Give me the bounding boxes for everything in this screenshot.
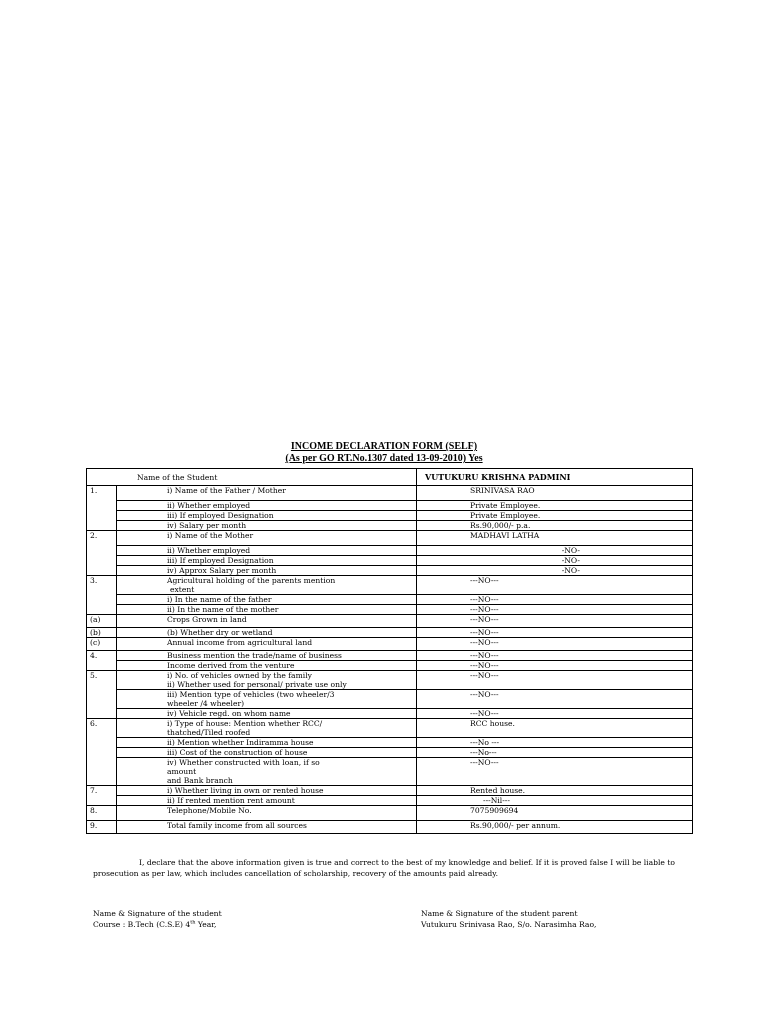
row-label-line: ii) Whether used for personal/ private use only (167, 680, 347, 689)
row-label-line: extent (170, 585, 195, 594)
row-label: ii) Whether employed (117, 501, 417, 511)
row-label: Crops Grown in land (117, 615, 417, 628)
declaration-table (86, 468, 693, 834)
row-label: ii) Whether employed (117, 546, 417, 556)
row-label-line: iii) Mention type of vehicles (two wheeler/3 (167, 690, 335, 699)
row-value: ---No --- (417, 738, 693, 748)
row-value: SRINIVASA RAO (417, 486, 693, 501)
row-number: (b) (87, 628, 117, 638)
form-title: INCOME DECLARATION FORM (SELF) (290, 441, 478, 452)
row-label: iii) If employed Designation (117, 511, 417, 521)
row-value: Rented house. (417, 786, 693, 796)
row-label: Annual income from agricultural land (117, 638, 417, 651)
table-row (87, 796, 693, 806)
row-value: ---NO--- (417, 690, 693, 709)
row-value: ---NO--- (417, 595, 693, 605)
row-label: (b) Whether dry or wetland (117, 628, 417, 638)
table-row (87, 786, 693, 796)
row-label-line: amount (167, 767, 197, 776)
row-label: ii) Mention whether Indiramma house (117, 738, 417, 748)
table-row (87, 501, 693, 511)
row-label: Telephone/Mobile No. (117, 806, 417, 821)
table-row (87, 738, 693, 748)
table-row (87, 651, 693, 661)
row-label-line: Agricultural holding of the parents mention (167, 576, 336, 585)
table-row (87, 748, 693, 758)
row-label: iv) Vehicle regd. on whom name (117, 709, 417, 719)
row-number: 8. (87, 806, 117, 821)
table-row (87, 719, 693, 738)
row-value: ---NO--- (417, 615, 693, 628)
row-label: i) Name of the Mother (117, 531, 417, 546)
row-value: Rs.90,000/- p.a. (417, 521, 693, 531)
row-value: ---NO--- (417, 661, 693, 671)
parent-signature-block (421, 908, 596, 930)
table-row (87, 511, 693, 521)
row-number: 7. (87, 786, 117, 806)
row-value: 7075909694 (417, 806, 693, 821)
row-value: -NO- (417, 566, 693, 576)
declaration-text: I, declare that the above information given is true and correct to the best of my knowledge and belief. If it is proved false I will be liable to prosecution as per law, which includes cancellation of scholarship, recovery of the amounts paid already. (93, 858, 675, 878)
row-value: ---NO--- (417, 651, 693, 661)
row-label: Business mention the trade/name of business (117, 651, 417, 661)
row-label: iii) If employed Designation (117, 556, 417, 566)
row-number: (a) (87, 615, 117, 628)
table-row (87, 531, 693, 546)
row-label: iv) Salary per month (117, 521, 417, 531)
table-row (87, 806, 693, 821)
table-row (87, 556, 693, 566)
table-row (87, 709, 693, 719)
row-value: ---NO--- (417, 628, 693, 638)
table-row (87, 576, 693, 595)
table-row (87, 486, 693, 501)
row-value: -NO- (417, 546, 693, 556)
row-label-line: i) Type of house: Mention whether RCC/ (167, 719, 323, 728)
row-number: 6. (87, 719, 117, 786)
form-subtitle: (As per GO RT.No.1307 dated 13-09-2010) Yes (285, 453, 483, 464)
table-row (87, 615, 693, 628)
row-value: ---NO--- (417, 638, 693, 651)
table-row (87, 758, 693, 786)
row-number: 3. (87, 576, 117, 615)
table-row (87, 595, 693, 605)
table-row (87, 521, 693, 531)
row-label: Income derived from the venture (117, 661, 417, 671)
student-name-label: Name of the Student (87, 469, 417, 486)
student-course: Course : B.Tech (C.S.E) 4th Year, (93, 919, 217, 929)
row-label: iii) Cost of the construction of house (117, 748, 417, 758)
row-value: Private Employee. (417, 511, 693, 521)
row-number: (c) (87, 638, 117, 651)
row-label (117, 758, 417, 786)
student-signature-block (93, 908, 222, 930)
table-row-student-name (87, 469, 693, 486)
parent-name: Vutukuru Srinivasa Rao, S/o. Narasimha Rao, (421, 920, 597, 929)
row-value: Rs.90,000/- per annum. (417, 821, 693, 834)
row-label (117, 690, 417, 709)
table-row (87, 821, 693, 834)
row-value: -NO- (417, 556, 693, 566)
table-row (87, 566, 693, 576)
row-label (117, 719, 417, 738)
row-number: 2. (87, 531, 117, 576)
row-label-line: wheeler /4 wheeler) (167, 699, 245, 708)
row-label: ii) In the name of the mother (117, 605, 417, 615)
table-row (87, 661, 693, 671)
row-label-line: thatched/Tiled roofed (167, 728, 251, 737)
student-signature-label: Name & Signature of the student (93, 909, 222, 918)
row-label: i) In the name of the father (117, 595, 417, 605)
row-number: 4. (87, 651, 117, 671)
row-label-line: and Bank branch (167, 776, 233, 785)
row-label: Total family income from all sources (117, 821, 417, 834)
row-value: ---Nil--- (417, 796, 693, 806)
row-number: 1. (87, 486, 117, 531)
table-row (87, 546, 693, 556)
row-label-line: iv) Whether constructed with loan, if so (167, 758, 320, 767)
table-row (87, 690, 693, 709)
table-row (87, 671, 693, 690)
row-value: Private Employee. (417, 501, 693, 511)
row-label: iv) Approx Salary per month (117, 566, 417, 576)
row-number: 5. (87, 671, 117, 719)
row-number: 9. (87, 821, 117, 834)
row-label: i) Whether living in own or rented house (117, 786, 417, 796)
row-value: ---NO--- (417, 758, 693, 786)
row-label: i) Name of the Father / Mother (117, 486, 417, 501)
row-value: ---NO--- (417, 671, 693, 690)
table-row (87, 638, 693, 651)
student-name-value: VUTUKURU KRISHNA PADMINI (417, 469, 693, 486)
row-label: ii) If rented mention rent amount (117, 796, 417, 806)
table-row (87, 605, 693, 615)
row-value: ---No--- (417, 748, 693, 758)
row-label-line: i) No. of vehicles owned by the family (167, 671, 312, 680)
row-value: RCC house. (417, 719, 693, 738)
row-value: ---NO--- (417, 576, 693, 595)
row-value: ---NO--- (417, 605, 693, 615)
parent-signature-label: Name & Signature of the student parent (421, 909, 578, 918)
row-value: MADHAVI LATHA (417, 531, 693, 546)
row-label (117, 576, 417, 595)
declaration-paragraph (93, 857, 675, 879)
table-row (87, 628, 693, 638)
row-value: ---NO--- (417, 709, 693, 719)
row-label (117, 671, 417, 690)
